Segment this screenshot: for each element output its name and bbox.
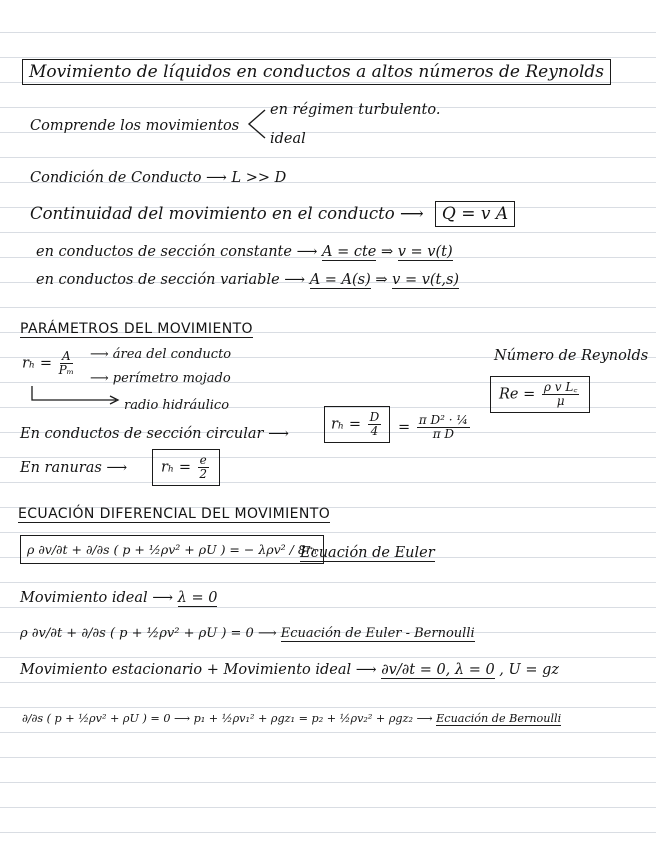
re-lhs: Re = (499, 386, 536, 403)
ideal-condition: λ = 0 (177, 590, 218, 606)
bernoulli-name: Ecuación de Bernoulli (436, 712, 562, 725)
ideal-text: Movimiento ideal ⟶ (20, 590, 174, 606)
re-fraction (542, 381, 580, 408)
ranuras-den: 2 (199, 467, 207, 481)
circular-text: En conductos de sección circular ⟶ (20, 426, 289, 442)
radio-arrow-icon (30, 384, 122, 412)
circular-den-2: π D (432, 427, 455, 441)
comprende-option-ideal: ideal (270, 131, 306, 147)
reynolds-formula (490, 376, 590, 413)
ecuacion-heading-text: ECUACIÓN DIFERENCIAL DEL MOVIMIENTO (18, 506, 331, 522)
bernoulli-formula: ∂/∂s ( p + ½ρv² + ρU ) = 0 ⟶ p₁ + ½ρv₁² + ρgz₁ = p₂ + ½ρv₂² + ρgz₂ ⟶ (22, 712, 433, 725)
seccion-variable-text: en conductos de sección variable ⟶ (36, 272, 306, 288)
seccion-constante-line (36, 244, 453, 260)
seccion-constante-velocity: v = v(t) (397, 244, 453, 260)
euler-formula: ρ ∂v/∂t + ∂/∂s ( p + ½ρv² + ρU ) = − λρv² / 8rₕ (20, 535, 324, 564)
ranuras-lhs: rₕ = (161, 459, 191, 476)
circular-fraction (368, 411, 382, 438)
seccion-constante-area: A = cte (321, 244, 377, 260)
brace-icon (245, 106, 267, 146)
circular-num: D (369, 410, 380, 424)
estacionario-cond2: , U = gz (499, 662, 560, 678)
euler-name (300, 545, 435, 561)
parametros-heading (20, 321, 253, 337)
perimetro-label: ⟶ perímetro mojado (90, 371, 231, 386)
title-box (22, 59, 611, 85)
ideal-line (20, 590, 217, 606)
implies-icon: ⇒ (380, 244, 394, 260)
area-label: ⟶ área del conducto (90, 347, 232, 362)
reynolds-label: Número de Reynolds (494, 348, 649, 364)
circular-eq: = (398, 419, 411, 436)
estacionario-line (20, 662, 559, 678)
estacionario-text: Movimiento estacionario + Movimiento ideal ⟶ (20, 662, 377, 678)
seccion-variable-velocity: v = v(t,s) (392, 272, 460, 288)
circular-formula (324, 406, 390, 443)
rh-definition (22, 350, 76, 377)
rh-fraction (59, 350, 74, 377)
euler-box (20, 535, 324, 564)
re-den: μ (556, 394, 565, 408)
condicion-line: Condición de Conducto ⟶ L >> D (30, 170, 287, 186)
continuidad-line (30, 201, 515, 227)
ranuras-num: e (199, 453, 207, 467)
euler-bernoulli-formula: ρ ∂v/∂t + ∂/∂s ( p + ½ρv² + ρU ) = 0 ⟶ (20, 626, 277, 641)
reynolds-box (490, 376, 590, 413)
comprende-label: Comprende los movimientos (30, 118, 240, 134)
euler-bernoulli-name: Ecuación de Euler - Bernoulli (280, 626, 475, 641)
euler-bernoulli-line (20, 626, 475, 641)
estacionario-cond1: ∂v/∂t = 0, λ = 0 (381, 662, 495, 678)
continuidad-text: Continuidad del movimiento en el conducto ⟶ (30, 204, 424, 223)
rh-num: A (61, 349, 71, 363)
seccion-constante-text: en conductos de sección constante ⟶ (36, 244, 318, 260)
ecuacion-heading (18, 506, 330, 522)
radio-label: radio hidráulico (124, 398, 230, 413)
circular-box (324, 406, 390, 443)
circular-den: 4 (370, 424, 379, 438)
seccion-variable-area: A = A(s) (309, 272, 371, 288)
circular-extra (398, 414, 472, 441)
bernoulli-line (22, 712, 561, 725)
circular-lhs: rₕ = (331, 416, 361, 433)
euler-name-text: Ecuación de Euler (300, 545, 435, 561)
page-title: Movimiento de líquidos en conductos a altos números de Reynolds (22, 59, 611, 85)
implies-icon: ⇒ (375, 272, 388, 288)
circular-num-2: π D² · ¼ (418, 413, 468, 427)
parametros-heading-text: PARÁMETROS DEL MOVIMIENTO (20, 321, 253, 337)
rh-label: rₕ = (22, 355, 52, 372)
continuidad-formula: Q = v A (435, 201, 515, 227)
circular-fraction-2 (417, 414, 470, 441)
ranuras-box (152, 449, 220, 486)
rh-den: Pₘ (58, 363, 75, 377)
ranuras-fraction (198, 454, 209, 481)
ranuras-text: En ranuras ⟶ (20, 460, 128, 476)
seccion-variable-line (36, 272, 459, 288)
comprende-option-turbulento: en régimen turbulento. (270, 102, 441, 118)
re-num: ρ v L꜀ (543, 380, 578, 394)
ranuras-formula (152, 449, 220, 486)
